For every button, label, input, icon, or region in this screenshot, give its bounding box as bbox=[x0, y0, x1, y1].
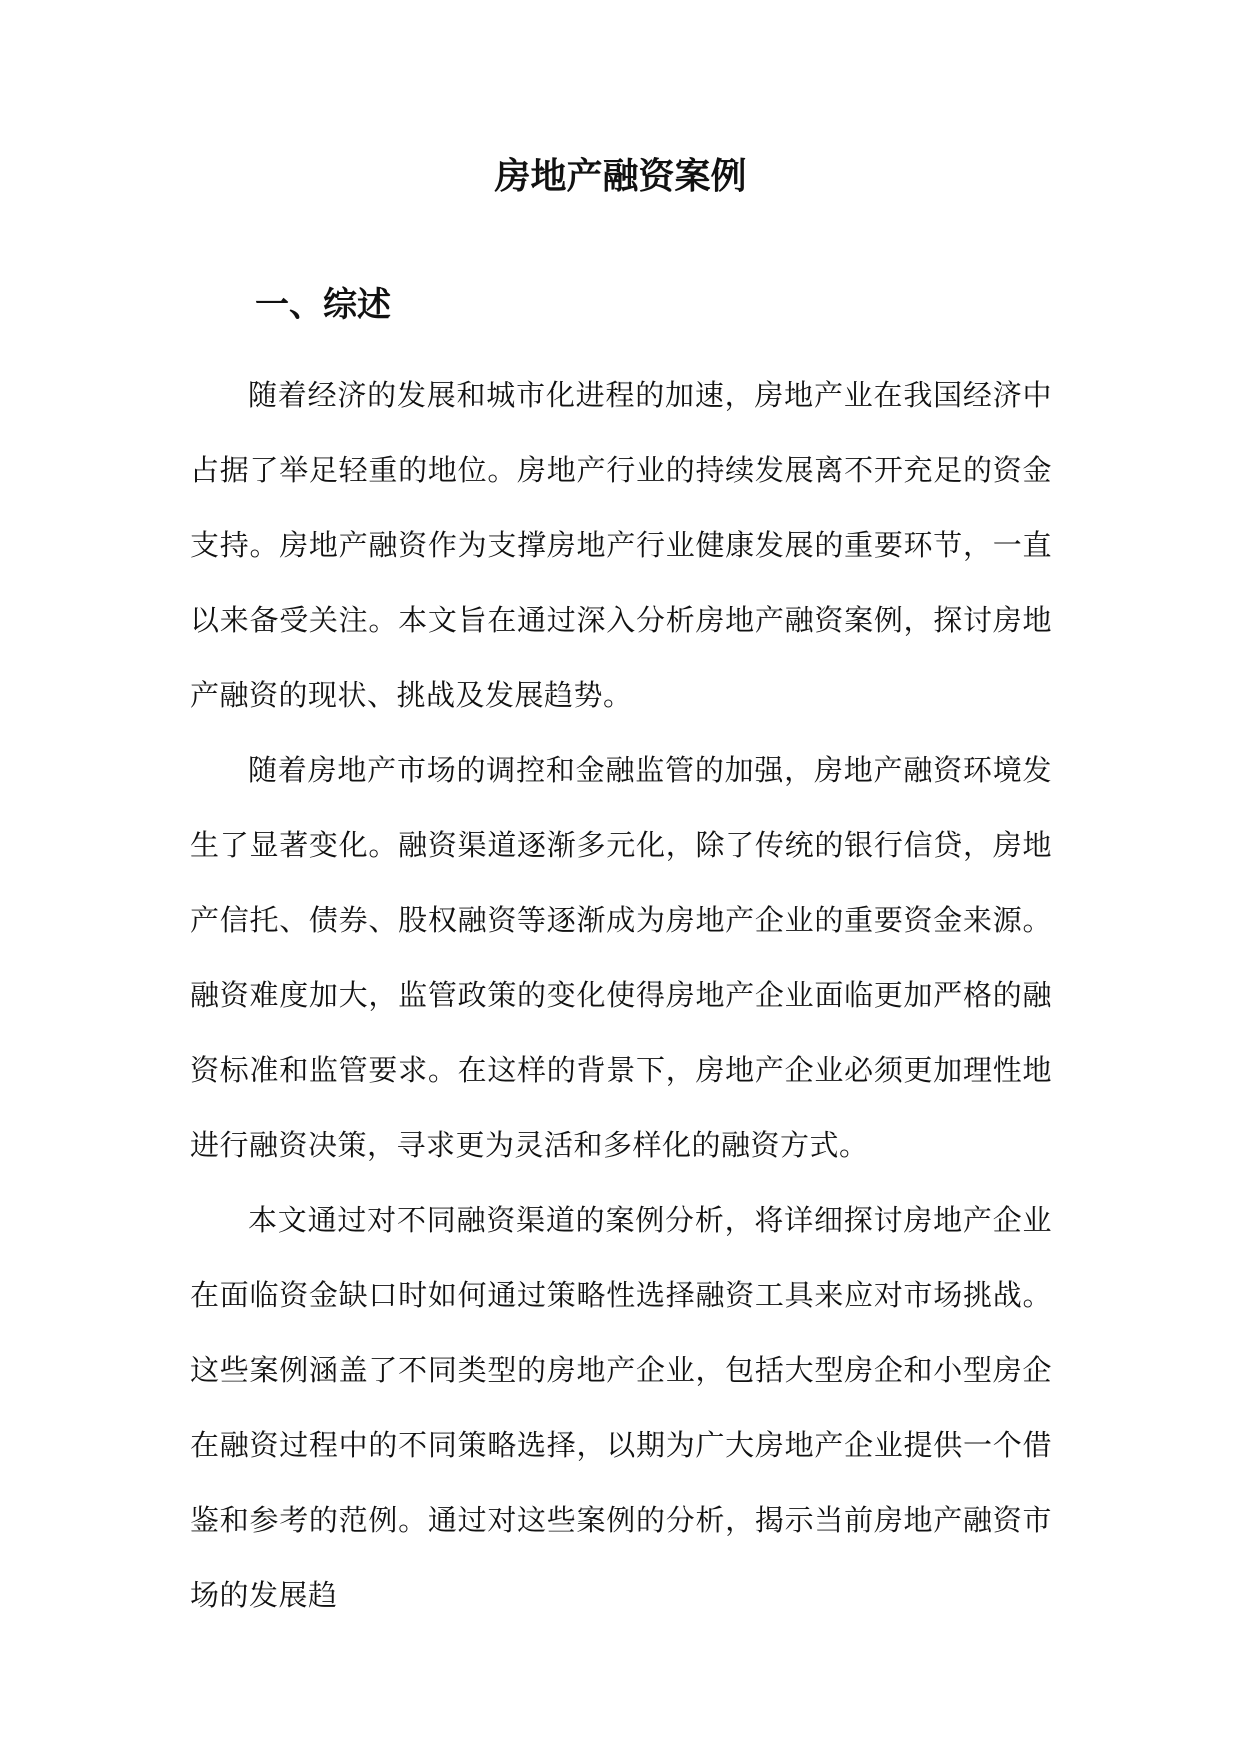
section-heading-overview: 一、综述 bbox=[255, 285, 391, 325]
section-body bbox=[190, 358, 1052, 1633]
document-title: 房地产融资案例 bbox=[494, 155, 747, 197]
paragraph-2: 随着房地产市场的调控和金融监管的加强，房地产融资环境发生了显著变化。融资渠道逐渐多元化，除了传统的银行信贷，房地产信托、债券、股权融资等逐渐成为房地产企业的重要资金来源。融资难度加大，监管政策的变化使得房地产企业面临更加严格的融资标准和监管要求。在这样的背景下，房地产企业必须更加理性地进行融资决策，寻求更为灵活和多样化的融资方式。 bbox=[190, 753, 1052, 1162]
paragraph-3: 本文通过对不同融资渠道的案例分析，将详细探讨房地产企业在面临资金缺口时如何通过策略性选择融资工具来应对市场挑战。这些案例涵盖了不同类型的房地产企业，包括大型房企和小型房企在融资过程中的不同策略选择，以期为广大房地产企业提供一个借鉴和参考的范例。通过对这些案例的分析，揭示当前房地产融资市场的发展趋 bbox=[190, 1203, 1052, 1612]
paragraph-1: 随着经济的发展和城市化进程的加速，房地产业在我国经济中占据了举足轻重的地位。房地产行业的持续发展离不开充足的资金支持。房地产融资作为支撑房地产行业健康发展的重要环节，一直以来备受关注。本文旨在通过深入分析房地产融资案例，探讨房地产融资的现状、挑战及发展趋势。 bbox=[190, 378, 1052, 712]
